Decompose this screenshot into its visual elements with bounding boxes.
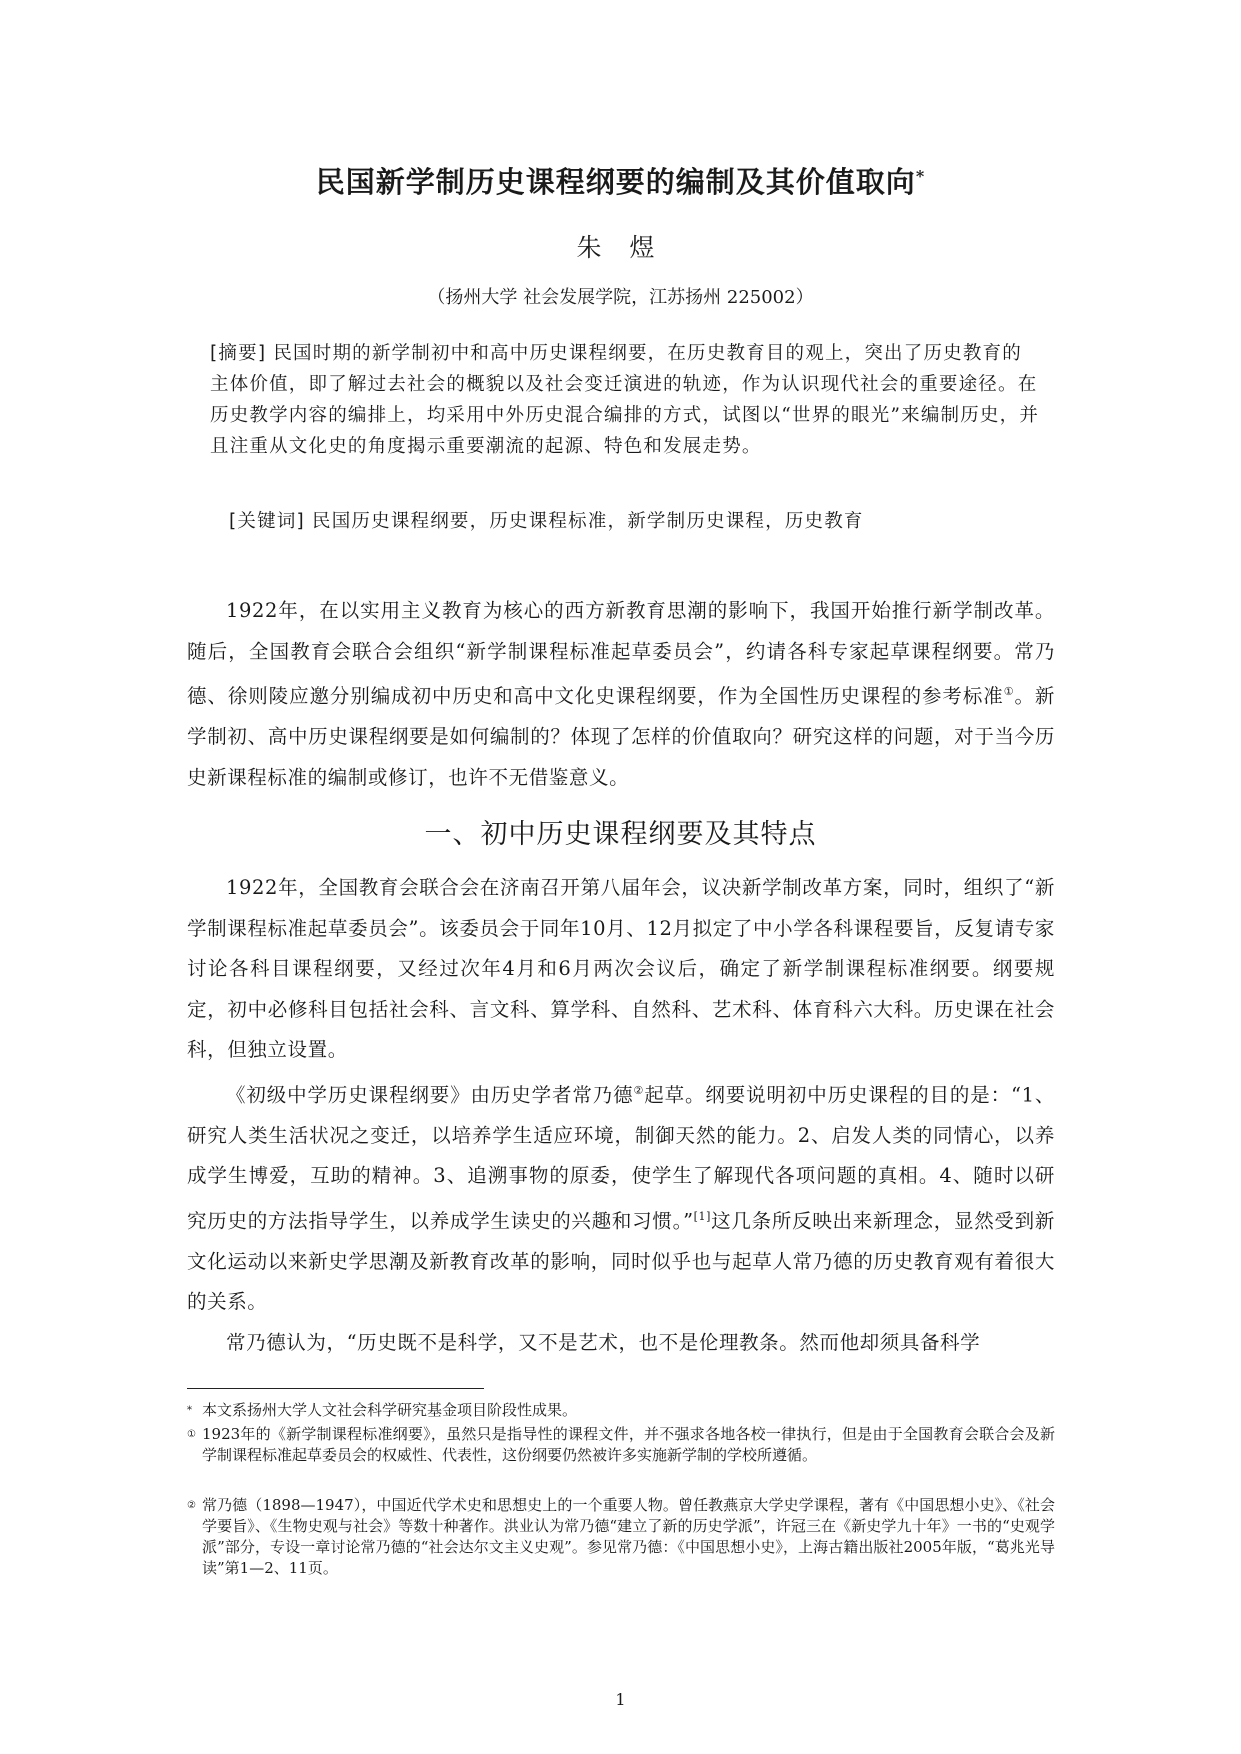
paper-title-text: 民国新学制历史课程纲要的编制及其价值取向 — [315, 165, 916, 199]
footnote-ref-2[interactable]: ② — [633, 1083, 645, 1097]
footnote-mark: ② — [187, 1500, 196, 1511]
footnote-ref-1[interactable]: ① — [1003, 685, 1015, 698]
footnote-divider — [187, 1388, 484, 1389]
title-footnote-mark: * — [915, 166, 926, 186]
section-paragraph-3: 常乃德认为，“历史既不是科学，又不是艺术，也不是伦理教条。然而他却须具备科学 — [226, 1330, 981, 1354]
section-body — [187, 868, 1055, 1363]
p2-text-b: 起草。纲要说明初中历史课程的目的是：“1、研究人类生活状况之变迁，以培养学生适应环境，制御天然的能力。2、启发人类的同情心，以养成学生博爱，互助的精神。3、追溯事物的原委，使学生了解现代各项问题的真相。4、随时以研究历史的方法指导学生，以养成学生读史的兴趣和习惯。” — [187, 1083, 1055, 1232]
footnote-mark: ① — [187, 1429, 196, 1440]
page-number: 1 — [615, 1690, 626, 1709]
footnote-text: 1923年的《新学制课程标准纲要》，虽然只是指导性的课程文件，并不强求各地各校一律执行，但是由于全国教育会联合会及新学制课程标准起草委员会的权威性、代表性，这份纲要仍然被许多实施新学制的学校所遵循。 — [202, 1425, 1055, 1464]
footnote-2 — [187, 1495, 1055, 1579]
footnote-funding — [187, 1400, 1055, 1421]
section-paragraph-1: 1922年，全国教育会联合会在济南召开第八届年会，议决新学制改革方案，同时，组织了“新学制课程标准起草委员会”。该委员会于同年10月、12月拟定了中小学各科课程要旨，反复请专家讨论各科目课程纲要，又经过次年4月和6月两次会议后，确定了新学制课程标准纲要。纲要规定，初中必修科目包括社会科、言文科、算学科、自然科、艺术科、体育科六大科。历史课在社会科，但独立设置。 — [187, 876, 1055, 1061]
intro-text-b: 。新学制初、高中历史课程纲要是如何编制的？体现了怎样的价值取向？研究这样的问题，对于当今历史新课程标准的编制或修订，也许不无借鉴意义。 — [187, 684, 1055, 789]
intro-text-a: 1922年，在以实用主义教育为核心的西方新教育思潮的影响下，我国开始推行新学制改革。随后，全国教育会联合会组织“新学制课程标准起草委员会”，约请各科专家起草课程纲要。常乃德、徐则陵应邀分别编成初中历史和高中文化史课程纲要，作为全国性历史课程的参考标准 — [187, 599, 1055, 708]
footnote-1 — [187, 1424, 1055, 1466]
author-affiliation: （扬州大学 社会发展学院，江苏扬州 225002） — [427, 287, 814, 308]
abstract-label: [摘要] — [210, 343, 267, 364]
keywords-label: [关键词] — [229, 511, 305, 532]
abstract — [210, 338, 1040, 462]
footnote-text: 本文系扬州大学人文社会科学研究基金项目阶段性成果。 — [202, 1401, 578, 1419]
p2-text-a: 《初级中学历史课程纲要》由历史学者常乃德 — [226, 1083, 634, 1106]
author-name: 朱 煜 — [576, 233, 665, 262]
keywords — [229, 507, 1059, 533]
p2-text-c: 这几条所反映出来新理念，显然受到新文化运动以来新史学思潮及新教育改革的影响，同时似乎也与起草人常乃德的历史教育观有着很大的关系。 — [187, 1209, 1055, 1313]
keywords-text: 民国历史课程纲要，历史课程标准，新学制历史课程，历史教育 — [312, 511, 864, 532]
abstract-text: 民国时期的新学制初中和高中历史课程纲要，在历史教育目的观上，突出了历史教育的主体价值，即了解过去社会的概貌以及社会变迁演进的轨迹，作为认识现代社会的重要途径。在历史教学内容的编排上，均采用中外历史混合编排的方式，试图以“世界的眼光”来编制历史，并且注重从文化史的角度揭示重要潮流的起源、特色和发展走势。 — [210, 343, 1040, 457]
section-paragraph-2 — [187, 1071, 1055, 1323]
section-heading: 一、初中历史课程纲要及其特点 — [424, 819, 817, 850]
intro-paragraph — [187, 591, 1055, 798]
footnote-mark: * — [187, 1405, 192, 1416]
footnote-text: 常乃德（1898—1947），中国近代学术史和思想史上的一个重要人物。曾任教燕京大学史学课程，著有《中国思想小史》、《社会学要旨》、《生物史观与社会》等数十种著作。洪业认为常乃德“建立了新的历史学派”，许冠三在《新史学九十年》一书的“史观学派”部分，专设一章讨论常乃德的“社会达尔文主义史观”。参见常乃德：《中国思想小史》，上海古籍出版社2005年版，“葛兆光导读”第1—2、11页。 — [202, 1496, 1055, 1577]
introduction — [187, 591, 1055, 798]
citation-ref-1[interactable]: [1] — [693, 1209, 712, 1223]
paper-title — [0, 160, 1241, 201]
